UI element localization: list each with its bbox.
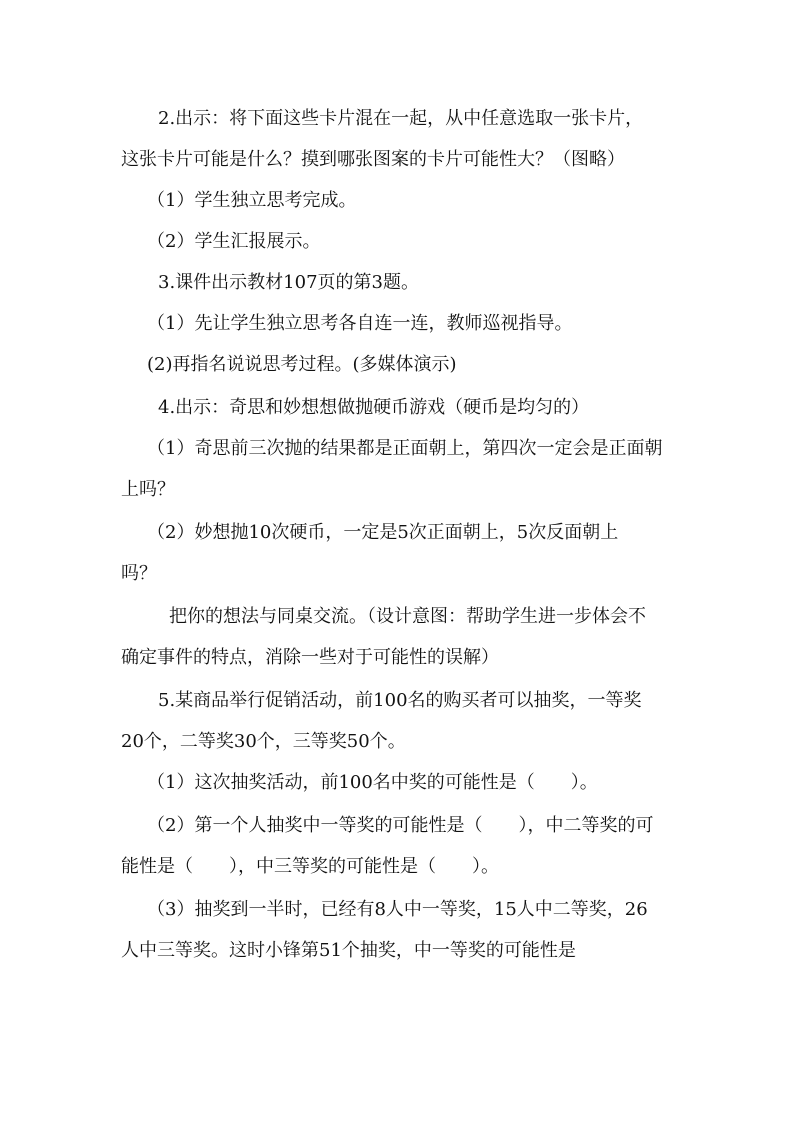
text-line: 人中三等奖。这时小锋第51个抽奖，中一等奖的可能性是 — [121, 940, 576, 961]
text-line: （2）妙想抛10次硬币，一定是5次正面朝上，5次反面朝上 — [147, 522, 619, 543]
text-line: （1）奇思前三次抛的结果都是正面朝上，第四次一定会是正面朝 — [147, 438, 663, 459]
text-line: （1）学生独立思考完成。 — [147, 190, 357, 211]
text-line: 上吗？ — [121, 479, 175, 500]
text-line: （2）学生汇报展示。 — [147, 231, 321, 252]
text-line: （3）抽奖到一半时，已经有8人中一等奖，15人中二等奖，26 — [147, 899, 648, 920]
text-line: 确定事件的特点，消除一些对于可能性的误解） — [121, 647, 499, 668]
text-line: 3.课件出示教材107页的第3题。 — [158, 272, 419, 293]
text-line: 把你的想法与同桌交流。（设计意图：帮助学生进一步体会不 — [169, 606, 646, 627]
text-line: （1）先让学生独立思考各自连一连，教师巡视指导。 — [147, 313, 573, 334]
text-line: 20个，二等奖30个，三等奖50个。 — [121, 731, 406, 752]
text-line: 4.出示：奇思和妙想想做抛硬币游戏（硬币是均匀的） — [158, 397, 590, 418]
text-line: 5.某商品举行促销活动，前100名的购买者可以抽奖，一等奖 — [158, 690, 642, 711]
text-line: （2）第一个人抽奖中一等奖的可能性是（ ），中二等奖的可 — [147, 815, 654, 836]
text-line: 吗？ — [121, 563, 157, 584]
text-line: (2)再指名说说思考过程。(多媒体演示) — [147, 354, 457, 375]
text-line: （1）这次抽奖活动，前100名中奖的可能性是（ ）。 — [147, 772, 598, 793]
text-line: 这张卡片可能是什么？摸到哪张图案的卡片可能性大？（图略） — [121, 149, 625, 170]
text-line: 能性是（ ），中三等奖的可能性是（ ）。 — [121, 856, 499, 877]
text-line: 2.出示：将下面这些卡片混在一起，从中任意选取一张卡片， — [158, 108, 644, 129]
